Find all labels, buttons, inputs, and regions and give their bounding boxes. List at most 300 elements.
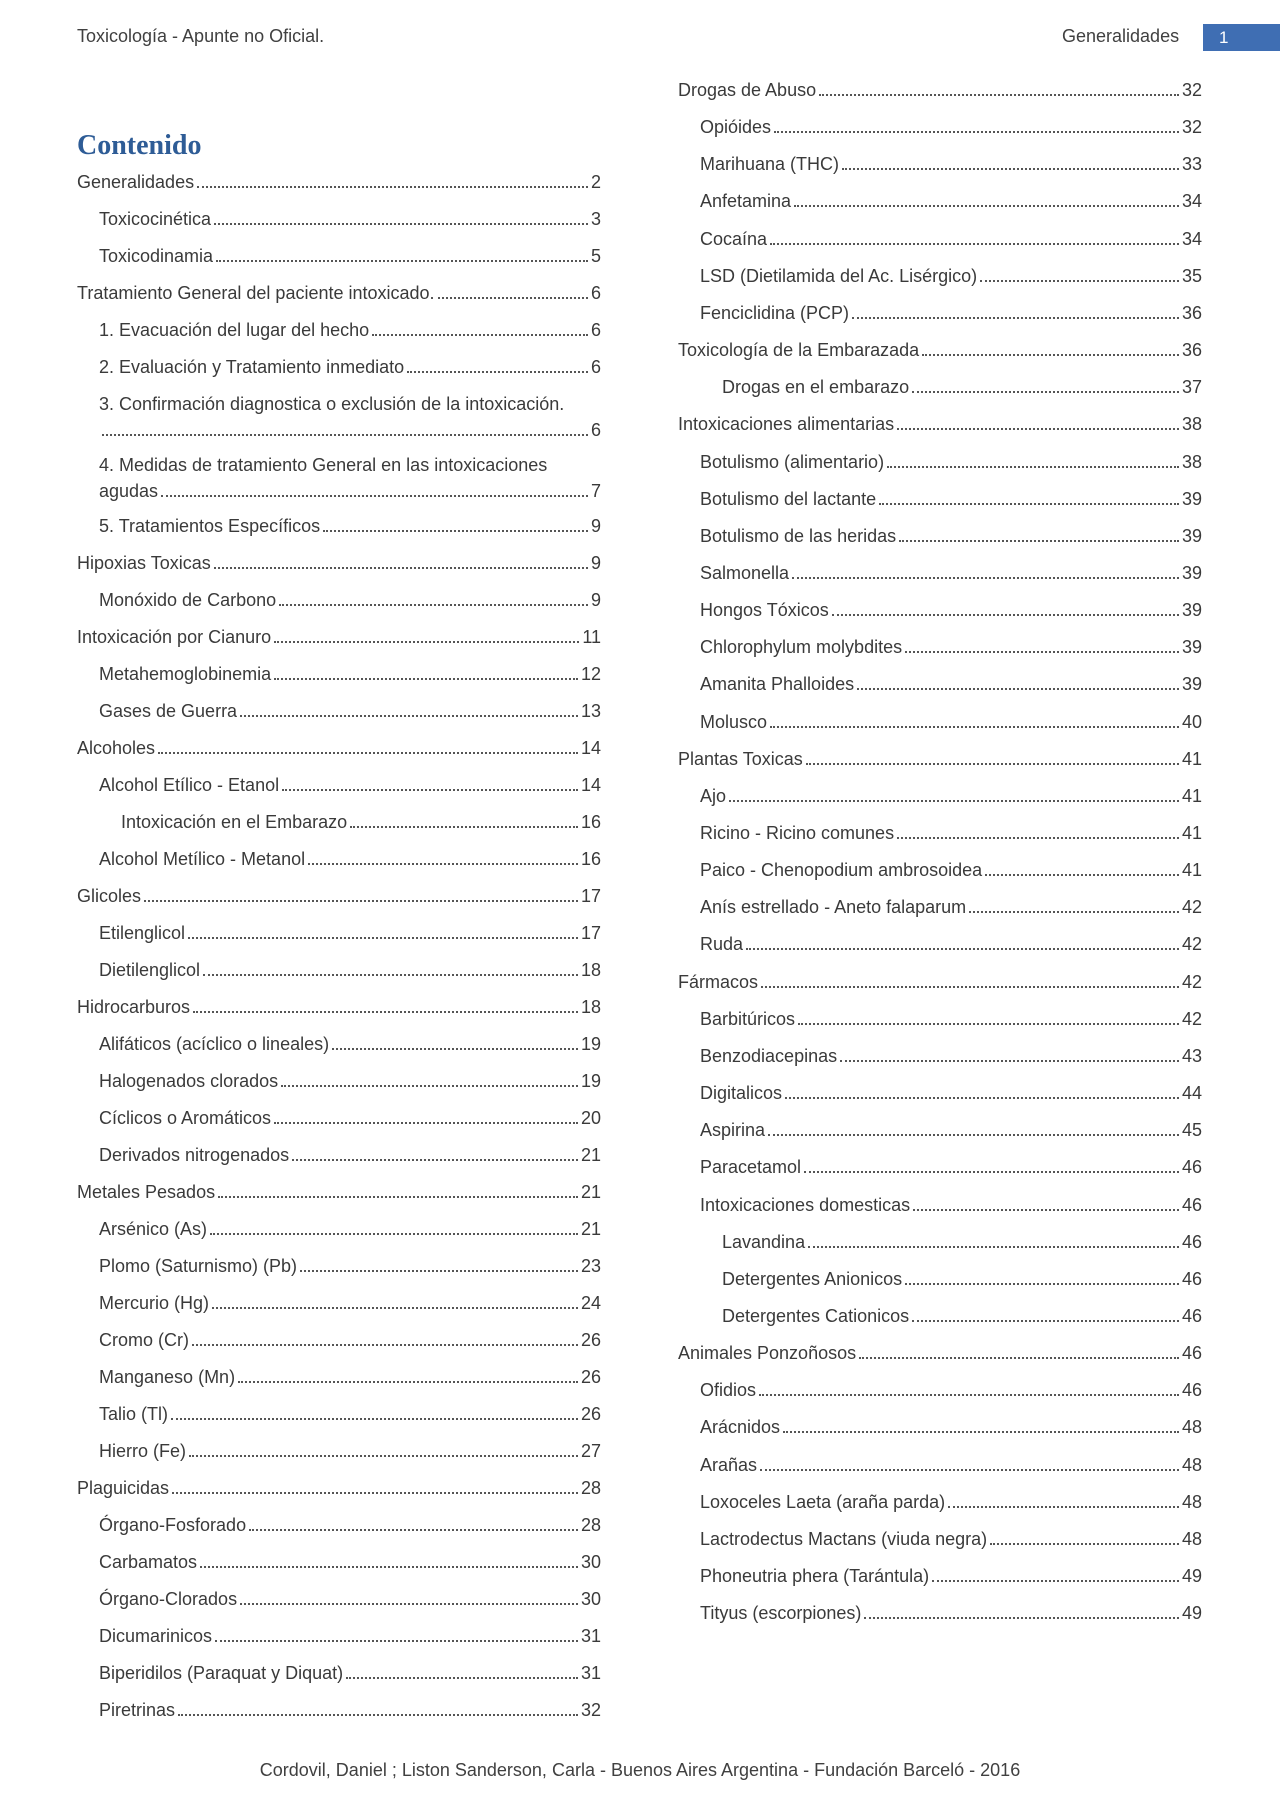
toc-entry[interactable] — [99, 1362, 601, 1388]
toc-entry-label: Mercurio (Hg) — [99, 1293, 210, 1313]
dot-leader — [158, 752, 578, 754]
toc-entry-page: 19 — [580, 1071, 601, 1091]
toc-entry-label: Manganeso (Mn) — [99, 1367, 236, 1387]
dot-leader — [372, 334, 588, 336]
toc-entry-label: Intoxicaciones alimentarias — [678, 414, 895, 435]
toc-entry[interactable] — [700, 1375, 1202, 1401]
toc-entry-page: 46 — [1181, 1268, 1202, 1289]
toc-entry[interactable] — [99, 1621, 601, 1647]
dot-leader — [804, 1171, 1179, 1173]
dot-leader — [189, 1455, 578, 1457]
toc-entry-label: Intoxicación en el Embarazo — [121, 812, 348, 832]
toc-entry[interactable] — [99, 696, 601, 722]
toc-entry-page: 5 — [590, 246, 601, 266]
toc-entry-page: 31 — [580, 1626, 601, 1646]
dot-leader — [188, 937, 578, 939]
toc-entry[interactable] — [99, 1288, 601, 1314]
toc-entry-label: Detergentes Cationicos — [722, 1305, 910, 1326]
toc-entry-page: 42 — [1181, 971, 1202, 992]
toc-entry-label: Ajo — [700, 785, 727, 806]
toc-entry[interactable] — [99, 1399, 601, 1425]
toc-entry[interactable] — [700, 1004, 1202, 1030]
toc-entry-label: Loxoceles Laeta (araña parda) — [700, 1491, 946, 1512]
toc-entry-page: 42 — [1181, 897, 1202, 918]
toc-entry[interactable] — [99, 659, 601, 685]
toc-entry[interactable] — [700, 447, 1202, 473]
toc-entry-label: Botulismo (alimentario) — [700, 451, 885, 472]
dot-leader — [279, 604, 588, 606]
toc-entry[interactable] — [77, 733, 601, 759]
dot-leader — [161, 495, 588, 497]
toc-entry[interactable] — [99, 352, 601, 378]
toc-entry-label: Dietilenglicol — [99, 960, 201, 980]
toc-entry-page: 43 — [1181, 1045, 1202, 1066]
toc-entry-label: Metahemoglobinemia — [99, 664, 272, 684]
dot-leader — [980, 280, 1179, 282]
toc-entry[interactable] — [722, 1264, 1202, 1290]
toc-entry-label: Intoxicación por Cianuro — [77, 627, 272, 647]
toc-entry-label: Hierro (Fe) — [99, 1441, 187, 1461]
toc-entry-label: Arañas — [700, 1454, 758, 1475]
toc-entry[interactable] — [99, 1584, 601, 1610]
toc-entry-label: Chlorophylum molybdites — [700, 637, 903, 658]
toc-entry-page: 9 — [590, 590, 601, 610]
toc-entry-page: 46 — [1181, 1305, 1202, 1326]
dot-leader — [760, 1469, 1179, 1471]
dot-leader — [346, 1677, 578, 1679]
toc-entry[interactable] — [700, 1598, 1202, 1624]
toc-entry[interactable] — [99, 1214, 601, 1240]
toc-entry[interactable] — [700, 1450, 1202, 1476]
dot-leader — [172, 1492, 578, 1494]
dot-leader — [197, 186, 588, 188]
toc-entry[interactable] — [700, 892, 1202, 918]
toc-entry-label: Paracetamol — [700, 1157, 802, 1178]
toc-entry-label: Gases de Guerra — [99, 701, 238, 721]
toc-entry[interactable] — [700, 1041, 1202, 1067]
toc-entry-label-continued: agudas — [99, 481, 159, 501]
toc-entry[interactable] — [99, 204, 601, 230]
toc-entry-page: 48 — [1181, 1491, 1202, 1512]
toc-entry[interactable] — [99, 1547, 601, 1573]
toc-entry-label: 2. Evaluación y Tratamiento inmediato — [99, 357, 405, 377]
toc-title: Contenido — [77, 130, 202, 161]
toc-entry[interactable] — [700, 929, 1202, 955]
toc-entry[interactable] — [700, 781, 1202, 807]
dot-leader — [761, 986, 1179, 988]
toc-entry-page: 39 — [1181, 525, 1202, 546]
toc-entry-page: 11 — [582, 627, 601, 647]
dot-leader — [216, 260, 588, 262]
dot-leader — [759, 1394, 1179, 1396]
toc-entry-page: 48 — [1181, 1528, 1202, 1549]
toc-entry[interactable] — [678, 335, 1202, 361]
toc-entry-label: Anís estrellado - Aneto falaparum — [700, 897, 967, 918]
dot-leader — [729, 800, 1179, 802]
toc-entry-page: 26 — [580, 1330, 601, 1350]
toc-entry[interactable] — [700, 558, 1202, 584]
toc-entry-page: 34 — [1181, 228, 1202, 249]
toc-entry-label: Lavandina — [722, 1231, 806, 1252]
toc-entry[interactable] — [700, 1561, 1202, 1587]
toc-entry-label: Hongos Tóxicos — [700, 600, 829, 621]
toc-entry[interactable] — [99, 955, 601, 981]
dot-leader — [842, 168, 1179, 170]
toc-entry-label: Aspirina — [700, 1120, 766, 1141]
toc-entry[interactable] — [700, 261, 1202, 287]
toc-entry-page: 41 — [1181, 823, 1202, 843]
dot-leader — [899, 540, 1179, 542]
toc-entry[interactable] — [700, 632, 1202, 658]
toc-entry-page: 26 — [580, 1367, 601, 1387]
toc-entry-page: 19 — [580, 1034, 601, 1054]
toc-entry-label: Opióides — [700, 117, 772, 138]
dot-leader — [819, 94, 1179, 96]
toc-entry-page: 37 — [1181, 377, 1202, 398]
toc-entry[interactable] — [678, 967, 1202, 993]
dot-leader — [969, 911, 1179, 913]
toc-entry-page: 32 — [1181, 80, 1202, 100]
toc-entry-page: 39 — [1181, 488, 1202, 509]
toc-entry-page: 39 — [1181, 562, 1202, 583]
toc-entry-page: 46 — [1181, 1380, 1202, 1401]
toc-entry[interactable] — [700, 186, 1202, 212]
dot-leader — [240, 1603, 578, 1605]
toc-entry-label: Animales Ponzoñosos — [678, 1343, 857, 1364]
toc-entry-page: 18 — [580, 960, 601, 980]
toc-entry[interactable] — [99, 241, 601, 267]
toc-entry-label: Toxicocinética — [99, 209, 212, 229]
toc-entry-label: Glicoles — [77, 886, 142, 906]
page-number-badge: 1 — [1203, 24, 1280, 51]
toc-entry-label: LSD (Dietilamida del Ac. Lisérgico) — [700, 265, 978, 286]
dot-leader — [281, 1085, 578, 1087]
toc-entry-page: 9 — [590, 553, 601, 573]
dot-leader — [438, 297, 588, 299]
dot-leader — [323, 530, 588, 532]
toc-entry-label: Plaguicidas — [77, 1478, 170, 1498]
toc-entry-label: Carbamatos — [99, 1552, 198, 1572]
dot-leader — [768, 1134, 1179, 1136]
toc-entry-page: 28 — [580, 1478, 601, 1498]
toc-entry[interactable] — [77, 622, 601, 648]
toc-entry[interactable] — [678, 744, 1202, 770]
toc-entry-label: 5. Tratamientos Específicos — [99, 516, 321, 536]
toc-entry[interactable] — [700, 1487, 1202, 1513]
toc-entry-page: 40 — [1181, 711, 1202, 732]
dot-leader — [922, 354, 1179, 356]
toc-entry[interactable] — [700, 1190, 1202, 1216]
toc-entry-label: Plomo (Saturnismo) (Pb) — [99, 1256, 298, 1276]
toc-entry[interactable] — [99, 389, 601, 441]
toc-entry[interactable] — [722, 1301, 1202, 1327]
dot-leader — [238, 1381, 578, 1383]
toc-entry-label: Tityus (escorpiones) — [700, 1603, 862, 1624]
dot-leader — [144, 900, 578, 902]
toc-entry-label: Piretrinas — [99, 1700, 176, 1720]
toc-entry-page: 48 — [1181, 1454, 1202, 1475]
toc-entry-page: 42 — [1181, 934, 1202, 955]
toc-entry-page: 32 — [1181, 117, 1202, 138]
dot-leader — [912, 391, 1179, 393]
toc-entry[interactable] — [99, 1066, 601, 1092]
toc-entry-label: Metales Pesados — [77, 1182, 216, 1202]
toc-entry-page: 23 — [580, 1256, 601, 1276]
toc-entry-label: Cocaína — [700, 228, 768, 249]
toc-entry[interactable] — [99, 450, 601, 502]
toc-entry-page: 6 — [590, 283, 601, 303]
toc-entry[interactable] — [99, 1251, 601, 1277]
toc-entry[interactable] — [700, 149, 1202, 175]
dot-leader — [840, 1060, 1179, 1062]
toc-entry-label: Cromo (Cr) — [99, 1330, 189, 1350]
toc-entry[interactable] — [700, 1078, 1202, 1104]
dot-leader — [215, 1640, 578, 1642]
toc-entry[interactable] — [99, 1510, 601, 1536]
toc-entry-page: 32 — [580, 1700, 601, 1720]
toc-entry-page: 21 — [580, 1182, 601, 1202]
toc-entry-page: 17 — [580, 923, 601, 943]
toc-entry[interactable] — [77, 1473, 601, 1499]
toc-entry[interactable] — [700, 112, 1202, 138]
toc-entry-page: 41 — [1181, 860, 1202, 881]
toc-entry[interactable] — [700, 1152, 1202, 1178]
dot-leader — [308, 863, 578, 865]
toc-entry-page: 13 — [580, 701, 601, 721]
toc-entry-page: 46 — [1181, 1157, 1202, 1178]
toc-entry-label: Etilenglicol — [99, 923, 186, 943]
dot-leader — [300, 1270, 578, 1272]
toc-entry[interactable] — [99, 1325, 601, 1351]
dot-leader — [932, 1580, 1179, 1582]
toc-entry-label: 1. Evacuación del lugar del hecho — [99, 320, 370, 340]
toc-entry[interactable] — [99, 770, 601, 796]
toc-entry-page: 42 — [1181, 1008, 1202, 1029]
toc-entry-label: Talio (Tl) — [99, 1404, 169, 1424]
dot-leader — [770, 726, 1179, 728]
toc-entry-page: 39 — [1181, 600, 1202, 621]
toc-entry-page: 36 — [1181, 302, 1202, 323]
toc-entry[interactable] — [700, 707, 1202, 733]
dot-leader — [178, 1714, 578, 1716]
toc-entry[interactable] — [99, 585, 601, 611]
running-header-section: Generalidades — [1062, 26, 1180, 46]
toc-entry[interactable] — [99, 315, 601, 341]
toc-entry-label: Amanita Phalloides — [700, 674, 855, 695]
toc-entry[interactable] — [700, 855, 1202, 881]
toc-entry-page: 34 — [1181, 191, 1202, 212]
toc-entry-page: 33 — [1181, 154, 1202, 175]
toc-entry-label: Ricino - Ricino comunes — [700, 823, 895, 843]
toc-entry-page: 18 — [580, 997, 601, 1017]
toc-entry-label: Detergentes Anionicos — [722, 1268, 903, 1289]
toc-entry-page: 3 — [590, 209, 601, 229]
toc-entry-page: 44 — [1181, 1083, 1202, 1104]
toc-entry-page: 6 — [590, 320, 601, 340]
dot-leader — [897, 428, 1179, 430]
dot-leader — [171, 1418, 578, 1420]
toc-entry[interactable] — [700, 1524, 1202, 1550]
toc-entry-label: Cíclicos o Aromáticos — [99, 1108, 272, 1128]
toc-entry-label: Phoneutria phera (Tarántula) — [700, 1566, 930, 1586]
dot-leader — [350, 826, 578, 828]
toc-entry[interactable] — [99, 511, 601, 537]
toc-entry[interactable] — [700, 818, 1202, 844]
toc-entry[interactable] — [99, 1029, 601, 1055]
toc-entry-page: 41 — [1181, 748, 1202, 769]
toc-entry-page: 16 — [580, 849, 601, 869]
dot-leader — [282, 789, 578, 791]
toc-entry-label: Alcohol Metílico - Metanol — [99, 849, 306, 869]
dot-leader — [948, 1506, 1179, 1508]
toc-entry-label: Órgano-Fosforado — [99, 1515, 247, 1535]
dot-leader — [990, 1543, 1179, 1545]
dot-leader — [897, 837, 1179, 839]
toc-entry-page: 27 — [580, 1441, 601, 1461]
toc-entry-label: Hidrocarburos — [77, 997, 191, 1017]
dot-leader — [879, 503, 1179, 505]
toc-entry-label: Alifáticos (acíclico o lineales) — [99, 1034, 330, 1054]
toc-entry-label: 3. Confirmación diagnostica o exclusión de la intoxicación. — [99, 394, 565, 414]
dot-leader — [407, 371, 588, 373]
toc-entry[interactable] — [700, 224, 1202, 250]
dot-leader — [783, 1431, 1179, 1433]
toc-entry[interactable] — [678, 75, 1202, 101]
toc-entry[interactable] — [678, 409, 1202, 435]
dot-leader — [785, 1097, 1179, 1099]
toc-entry[interactable] — [77, 992, 601, 1018]
toc-entry-page: 9 — [590, 516, 601, 536]
dot-leader — [274, 678, 578, 680]
toc-entry-page: 21 — [580, 1145, 601, 1165]
toc-entry[interactable] — [700, 1412, 1202, 1438]
toc-entry-label: Barbitúricos — [700, 1008, 796, 1029]
toc-entry-page: 46 — [1181, 1343, 1202, 1364]
dot-leader — [249, 1529, 578, 1531]
toc-entry-page: 21 — [580, 1219, 601, 1239]
toc-entry[interactable] — [700, 298, 1202, 324]
toc-entry-page: 35 — [1181, 265, 1202, 286]
toc-entry[interactable] — [99, 844, 601, 870]
toc-entry[interactable] — [99, 918, 601, 944]
toc-entry-label: Halogenados clorados — [99, 1071, 279, 1091]
dot-leader — [774, 131, 1179, 133]
toc-entry[interactable] — [77, 881, 601, 907]
toc-entry[interactable] — [77, 1177, 601, 1203]
toc-entry-label: Biperidilos (Paraquat y Diquat) — [99, 1663, 344, 1683]
dot-leader — [912, 1320, 1179, 1322]
toc-entry-label: Hipoxias Toxicas — [77, 553, 211, 573]
dot-leader — [985, 874, 1179, 876]
toc-entry-page: 20 — [580, 1108, 601, 1128]
toc-entry-label: Generalidades — [77, 172, 195, 192]
toc-entry-page: 24 — [580, 1293, 601, 1313]
toc-entry-page: 48 — [1181, 1417, 1202, 1438]
toc-entry-label: Fenciclidina (PCP) — [700, 302, 850, 323]
toc-entry[interactable] — [99, 1658, 601, 1684]
toc-entry-label: Toxicología de la Embarazada — [678, 340, 920, 361]
toc-entry-page: 31 — [580, 1663, 601, 1683]
dot-leader — [808, 1246, 1179, 1248]
toc-entry[interactable] — [99, 1695, 601, 1721]
toc-entry-page: 6 — [590, 420, 601, 440]
toc-entry-page: 30 — [580, 1589, 601, 1609]
dot-leader — [274, 641, 579, 643]
dot-leader — [102, 434, 588, 436]
dot-leader — [832, 614, 1179, 616]
toc-entry-page: 14 — [580, 738, 601, 758]
toc-entry[interactable] — [99, 1436, 601, 1462]
toc-entry[interactable] — [77, 278, 601, 304]
toc-entry[interactable] — [700, 669, 1202, 695]
dot-leader — [292, 1159, 578, 1161]
toc-entry-label: Digitalicos — [700, 1083, 783, 1104]
toc-entry-label: Paico - Chenopodium ambrosoidea — [700, 860, 983, 881]
dot-leader — [794, 205, 1179, 207]
toc-entry[interactable] — [700, 521, 1202, 547]
toc-entry-label: Molusco — [700, 711, 768, 732]
toc-entry-label: Benzodiacepinas — [700, 1045, 838, 1066]
dot-leader — [274, 1122, 578, 1124]
toc-entry[interactable] — [700, 484, 1202, 510]
toc-entry[interactable] — [700, 595, 1202, 621]
dot-leader — [852, 317, 1179, 319]
toc-entry[interactable] — [99, 1103, 601, 1129]
toc-entry-page: 46 — [1181, 1194, 1202, 1215]
toc-entry[interactable] — [99, 1140, 601, 1166]
toc-entry-label: Arsénico (As) — [99, 1219, 208, 1239]
toc-entry-label: Lactrodectus Mactans (viuda negra) — [700, 1528, 988, 1549]
toc-entry[interactable] — [700, 1115, 1202, 1141]
toc-entry[interactable] — [121, 807, 601, 833]
toc-entry-page: 17 — [580, 886, 601, 906]
dot-leader — [218, 1196, 578, 1198]
toc-entry-page: 2 — [590, 172, 601, 192]
toc-entry-label: Drogas en el embarazo — [722, 377, 910, 398]
toc-entry-label: Anfetamina — [700, 191, 792, 212]
toc-entry-label: Dicumarinicos — [99, 1626, 213, 1646]
toc-entry-page: 30 — [580, 1552, 601, 1572]
toc-entry-label: Fármacos — [678, 971, 759, 992]
toc-entry-page: 49 — [1181, 1603, 1202, 1624]
dot-leader — [332, 1048, 578, 1050]
dot-leader — [857, 688, 1179, 690]
running-header-title: Toxicología - Apunte no Oficial. — [77, 26, 325, 46]
dot-leader — [806, 763, 1179, 765]
toc-entry[interactable] — [678, 1338, 1202, 1364]
dot-leader — [887, 466, 1179, 468]
page-footer: Cordovil, Daniel ; Liston Sanderson, Carla - Buenos Aires Argentina - Fundación Barceló - 2016 — [259, 1760, 1021, 1780]
dot-leader — [210, 1233, 578, 1235]
dot-leader — [770, 243, 1179, 245]
toc-entry-label: Ruda — [700, 934, 744, 955]
dot-leader — [864, 1617, 1179, 1619]
toc-entry-label: Derivados nitrogenados — [99, 1145, 290, 1165]
toc-entry[interactable] — [722, 1227, 1202, 1253]
dot-leader — [240, 715, 578, 717]
toc-entry[interactable] — [722, 372, 1202, 398]
toc-entry-label: Plantas Toxicas — [678, 748, 803, 769]
toc-entry-label: Salmonella — [700, 562, 790, 583]
dot-leader — [792, 577, 1179, 579]
toc-entry-label: Drogas de Abuso — [678, 80, 817, 100]
toc-entry-page: 26 — [580, 1404, 601, 1424]
toc-entry[interactable] — [77, 167, 601, 193]
dot-leader — [859, 1357, 1179, 1359]
dot-leader — [913, 1209, 1179, 1211]
toc-entry-page: 38 — [1181, 414, 1202, 435]
toc-entry[interactable] — [77, 548, 601, 574]
